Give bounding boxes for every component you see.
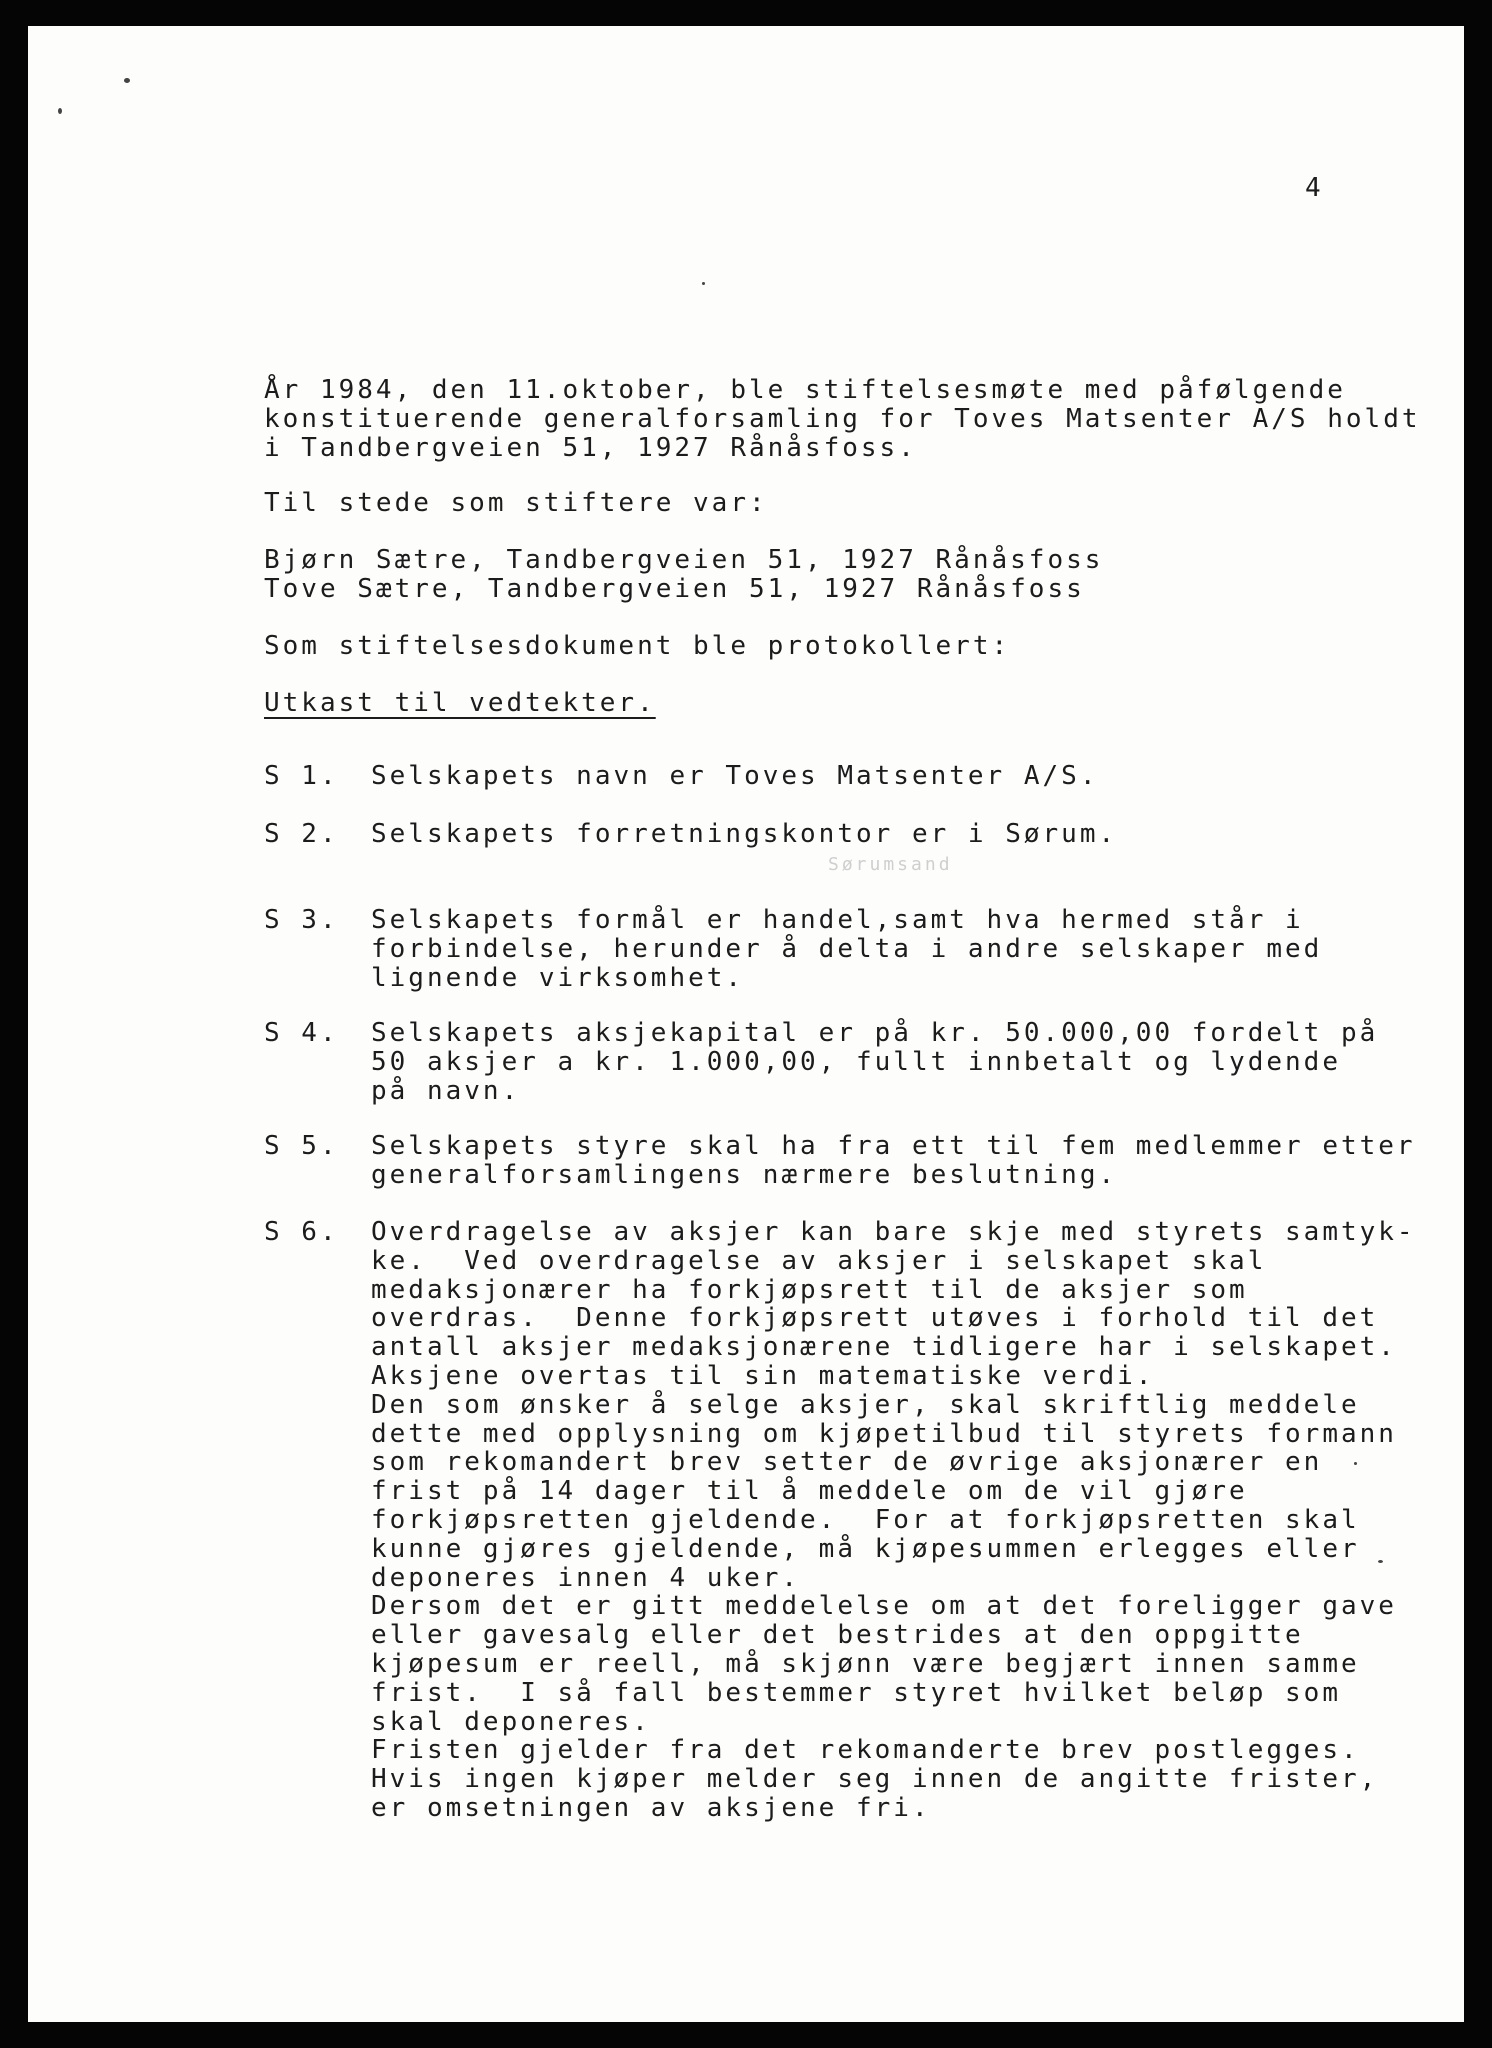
section-number: S 3. — [264, 905, 339, 935]
page-number: 4 — [1305, 173, 1321, 203]
section-number: S 2. — [264, 819, 339, 849]
intro-paragraph: År 1984, den 11.oktober, ble stiftelsesmøte med påfølgende konstituerende generalforsamling for Toves Matsenter A/S holdt i Tandbergveien 51, 1927 Rånåsfoss. — [264, 375, 1421, 463]
section-text: Selskapets aksjekapital er på kr. 50.000,00 fordelt på 50 aksjer a kr. 1.000,00, fullt innbetalt og lydende på navn. — [371, 1018, 1379, 1106]
document-intro: Som stiftelsesdokument ble protokollert: — [264, 631, 1011, 661]
document-page — [28, 26, 1464, 2022]
section-number: S 1. — [264, 761, 339, 791]
founders-list — [264, 546, 1103, 604]
scan-speck — [58, 108, 62, 114]
founder-line: Tove Sætre, Tandbergveien 51, 1927 Rånåsfoss — [264, 573, 1085, 604]
section-text: Selskapets styre skal ha fra ett til fem medlemmer etter generalforsamlingens nærmere beslutning. — [371, 1131, 1416, 1190]
statutes-title: Utkast til vedtekter. — [264, 688, 656, 718]
section-text: Overdragelse av aksjer kan bare skje med styrets samtyk- ke. Ved overdragelse av aksjer i selskapet skal medaksjonærer ha forkjøpsrett til de aksjer som overdras. Denne forkjøpsrett utøves i forhold til det antall aksjer medaksjonærene tidligere har i selskapet. Aksjene overtas til sin matematiske verdi. Den som ønsker å selge aksjer, skal skriftlig meddele dette med opplysning om kjøpetilbud til styrets formann som rekomandert brev setter de øvrige aksjonærer en frist på 14 dager til å meddele om de vil gjøre forkjøpsretten gjeldende. For at forkjøpsretten skal kunne gjøres gjeldende, må kjøpesummen erlegges eller deponeres innen 4 uker. Dersom det er gitt meddelelse om at det foreligger gave eller gavesalg eller det bestrides at den oppgitte kjøpesum er reell, må skjønn være begjært innen samme frist. I så fall bestemmer styret hvilket beløp som skal deponeres. Fristen gjelder fra det rekomanderte brev postlegges. Hvis ingen kjøper melder seg innen de angitte frister, er omsetningen av aksjene fri. — [371, 1217, 1416, 1823]
scan-speck — [702, 282, 705, 285]
section-number: S 5. — [264, 1131, 339, 1161]
founder-line: Bjørn Sætre, Tandbergveien 51, 1927 Rånåsfoss — [264, 545, 1104, 575]
scan-speck — [124, 78, 130, 83]
section-number: S 4. — [264, 1018, 339, 1048]
section-number: S 6. — [264, 1217, 339, 1247]
section-text: Selskapets forretningskontor er i Sørum. — [371, 819, 1118, 849]
section-text: Selskapets formål er handel,samt hva hermed står i forbindelse, herunder å delta i andre selskaper med lignende virksomhet. — [371, 905, 1323, 993]
present-heading: Til stede som stiftere var: — [264, 488, 768, 518]
faint-overprint-text: Sørumsand — [828, 854, 953, 875]
section-text: Selskapets navn er Toves Matsenter A/S. — [371, 761, 1099, 791]
